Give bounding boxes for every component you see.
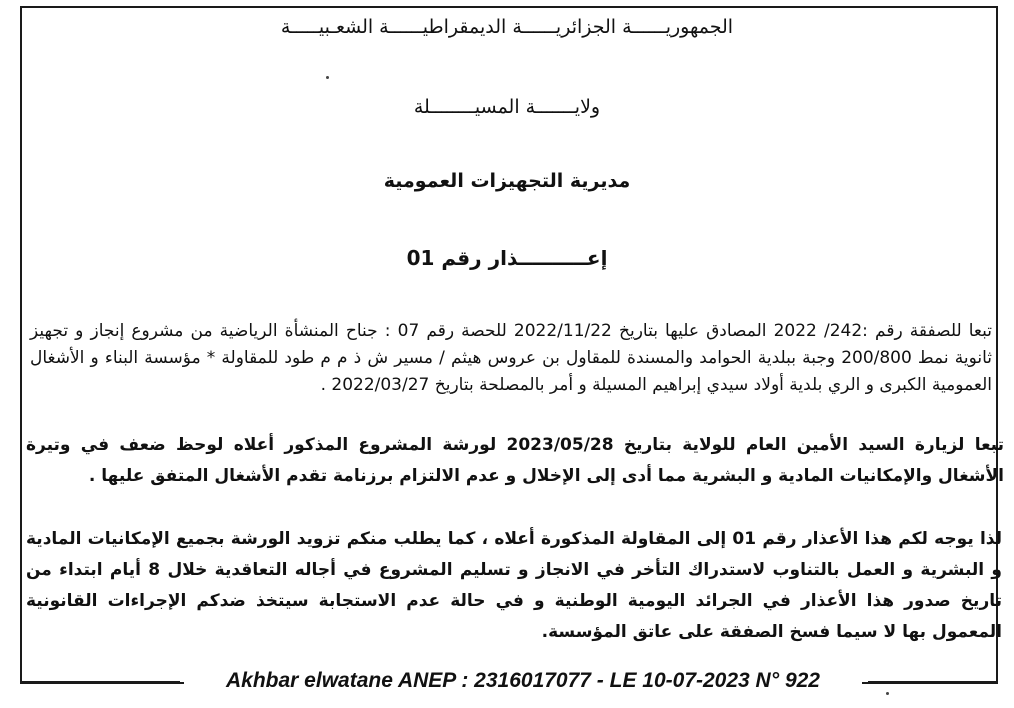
publication-footer <box>20 668 998 694</box>
directorate-header: مديرية التجهيزات العمومية <box>383 170 631 192</box>
contract-paragraph: تبعا للصفقة رقم :242/ 2022 المصادق عليها بتاريخ 2022/11/22 للحصة رقم 07 : جناح المنشأة الرياضية من مشروع إنجاز و تجهيز ثانوية نمط 200/800 وجبة ببلدية الحوامد والمسندة للمقاول بن عروس هيثم / مسير ش ذ م م طود للمقاولة * مؤسسة البناء و الأشغال العمومية الكبرى و الري بلدية أولاد سيدي إبراهيم المسيلة و أمر بالمصلحة بتاريخ 2022/03/27 . <box>30 321 992 395</box>
publication-reference: Akhbar elwatane ANEP : 2316017077 - LE 10-07-2023 N° 922 <box>184 668 862 694</box>
scan-speck <box>886 692 889 695</box>
footer-rule-left <box>20 681 180 683</box>
notice-title: إعــــــــــذار رقم 01 <box>406 246 608 270</box>
footer-rule-right <box>868 681 998 683</box>
inspection-paragraph: تبعا لزيارة السيد الأمين العام للولاية بتاريخ 2023/05/28 لورشة المشروع المذكور أعلاه لوحظ ضعف في وتيرة الأشغال والإمكانيات المادية و البشرية مما أدى إلى الإخلال و عدم الالتزام برزنامة تقدم الأشغال المتفق عليها . <box>26 435 1005 486</box>
republic-header: الجمهوريــــــة الجزائريــــــة الديمقراطيــــــة الشعـبيـــــة <box>280 16 734 38</box>
scan-speck <box>326 76 329 79</box>
wilaya-header: ولايـــــــة المسيــــــــلة <box>413 96 601 118</box>
demand-paragraph: لذا يوجه لكم هذا الأعذار رقم 01 إلى المقاولة المذكورة أعلاه ، كما يطلب منكم تزويد الورشة بجميع الإمكانيات المادية و البشرية و العمل بالتناوب لاستدراك التأخر في الانجاز و تسليم المشروع في أجاله التعاقدية خلال 8 أيام ابتداء من تاريخ صدور هذا الأعذار في الجرائد اليومية الوطنية و في حالة عدم الاستجابة سيتخذ ضدكم الإجراءات القانونية المعمول بها لا سيما فسخ الصفقة على عاتق المؤسسة. <box>26 529 1002 642</box>
